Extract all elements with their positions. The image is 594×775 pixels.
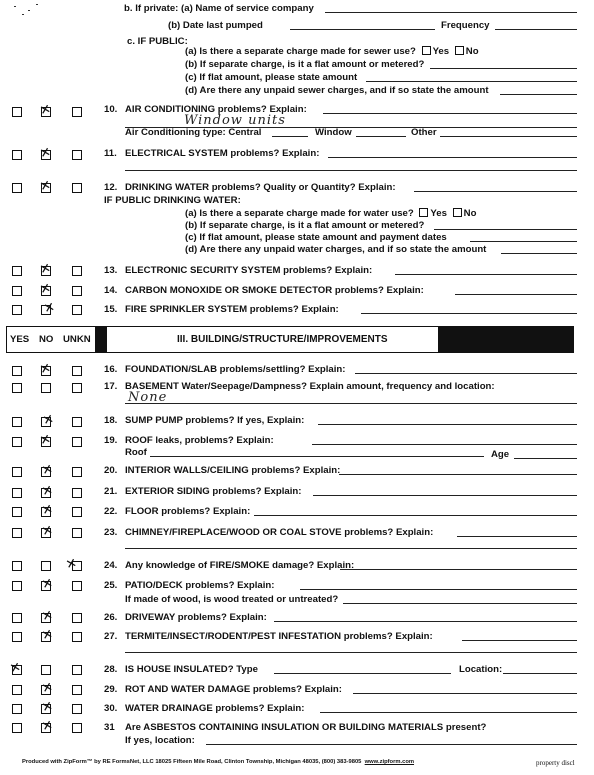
header-black-bar (439, 326, 574, 353)
item24-number: 24. (104, 560, 118, 571)
item25-yes-checkbox[interactable] (12, 581, 22, 591)
item20-text: INTERIOR WALLS/CEILING problems? Explain: (125, 465, 341, 476)
water-a: (a) Is there a separate charge made for water use? Yes No (185, 208, 477, 219)
item10-handwritten: Window units (184, 113, 286, 128)
item29-number: 29. (104, 684, 118, 695)
item29-yes-checkbox[interactable] (12, 685, 22, 695)
item17-line[interactable] (125, 403, 577, 404)
item19-number: 19. (104, 435, 118, 446)
item20-unkn-checkbox[interactable] (72, 467, 82, 477)
sewer-d: (d) Are there any unpaid sewer charges, and if so state the amount (185, 85, 489, 96)
item20-line[interactable] (339, 474, 577, 475)
item18-number: 18. (104, 415, 118, 426)
item22-text: FLOOR problems? Explain: (125, 506, 251, 517)
item13-yes-checkbox[interactable] (12, 266, 22, 276)
check-mark: ✕ (40, 461, 55, 480)
item19-line[interactable] (312, 444, 577, 445)
check-mark: ✕ (38, 360, 53, 379)
age-label: Age (491, 449, 510, 460)
item21-text: EXTERIOR SIDING problems? Explain: (125, 486, 302, 497)
item12-unkn-checkbox[interactable] (72, 183, 82, 193)
item11-number: 11. (104, 148, 117, 159)
scan-speck (36, 4, 38, 5)
check-mark: ✕ (40, 575, 55, 594)
item18-yes-checkbox[interactable] (12, 417, 22, 427)
item11-text: ELECTRICAL SYSTEM problems? Explain: (125, 148, 320, 159)
roof-label: Roof (125, 447, 147, 458)
item14-unkn-checkbox[interactable] (72, 286, 82, 296)
asbestos-sub: If yes, location: (125, 735, 195, 746)
section-title: III. BUILDING/STRUCTURE/IMPROVEMENTS (177, 334, 388, 345)
item20-yes-checkbox[interactable] (12, 467, 22, 477)
item13-text: ELECTRONIC SECURITY SYSTEM problems? Explain: (125, 265, 373, 276)
item28-type-line[interactable] (274, 673, 451, 674)
footer-url[interactable]: www.zipform.com (364, 759, 415, 765)
check-mark: ✕ (40, 607, 55, 626)
item20-number: 20. (104, 465, 118, 476)
item10-yes-checkbox[interactable] (12, 107, 22, 117)
item22-unkn-checkbox[interactable] (72, 507, 82, 517)
check-mark: ✕ (38, 144, 53, 163)
sewer-d-line[interactable] (500, 94, 577, 95)
item15-line[interactable] (361, 313, 577, 314)
item25-unkn-checkbox[interactable] (72, 581, 82, 591)
item23-text: CHIMNEY/FIREPLACE/WOOD OR COAL STOVE problems? Explain: (125, 527, 434, 538)
item16-yes-checkbox[interactable] (12, 366, 22, 376)
item31-yes-checkbox[interactable] (12, 723, 22, 733)
check-mark: ✕ (40, 679, 55, 698)
item12-number: 12. (104, 182, 118, 193)
water-no-checkbox[interactable] (453, 208, 462, 217)
water-b: (b) If separate charge, is it a flat amount or metered? (185, 220, 425, 231)
item23-number: 23. (104, 527, 118, 538)
deck-sub-line[interactable] (343, 603, 577, 604)
item12-yes-checkbox[interactable] (12, 183, 22, 193)
item14-line[interactable] (455, 294, 577, 295)
item17-number: 17. (104, 381, 118, 392)
item25-text: PATIO/DECK problems? Explain: (125, 580, 275, 591)
item31-number: 31 (104, 722, 115, 733)
check-mark: ✕ (38, 260, 53, 279)
insulated-location: Location: (459, 664, 503, 675)
sewer-c: (c) If flat amount, please state amount (185, 72, 358, 83)
frequency-line[interactable] (495, 29, 577, 30)
footer-produced: Produced with ZipForm™ by RE FormsNet, LLC 18025 Fifteen Mile Road, Clinton Township, Michigan 48035, (800) 383-9805 www.zipform.com (22, 759, 415, 765)
item15-unkn-checkbox[interactable] (72, 305, 82, 315)
ac-other-label: Other (411, 127, 437, 138)
item27-line[interactable] (462, 640, 577, 641)
header-divider (96, 326, 106, 353)
item19-text: ROOF leaks, problems? Explain: (125, 435, 274, 446)
sewer-a: (a) Is there a separate charge made for sewer use? Yes No (185, 46, 479, 57)
item29-line[interactable] (353, 693, 577, 694)
item28-unkn-checkbox[interactable] (72, 665, 82, 675)
item17-text: BASEMENT Water/Seepage/Dampness? Explain amount, frequency and location: (125, 381, 495, 392)
item28-number: 28. (104, 664, 118, 675)
water-d: (d) Are there any unpaid water charges, and if so state the amount (185, 244, 487, 255)
check-mark: ✕ (42, 299, 57, 318)
item18-text: SUMP PUMP problems? If yes, Explain: (125, 415, 305, 426)
item23-yes-checkbox[interactable] (12, 528, 22, 538)
item27-unkn-checkbox[interactable] (72, 632, 82, 642)
item26-unkn-checkbox[interactable] (72, 613, 82, 623)
item11-unkn-checkbox[interactable] (72, 150, 82, 160)
footer-property: property discl (536, 759, 575, 767)
header-yes: YES (10, 334, 30, 345)
check-mark: ✕ (40, 698, 55, 717)
item13-number: 13. (104, 265, 118, 276)
item27-text: TERMITE/INSECT/RODENT/PEST INFESTATION problems? Explain: (125, 631, 433, 642)
ac-window-label: Window (315, 127, 352, 138)
item24-yes-checkbox[interactable] (12, 561, 22, 571)
check-mark: ✕ (8, 659, 23, 678)
ac-central-line[interactable] (272, 136, 308, 137)
header-title-box (106, 326, 439, 353)
item19-unkn-checkbox[interactable] (72, 437, 82, 447)
item29-unkn-checkbox[interactable] (72, 685, 82, 695)
item26-yes-checkbox[interactable] (12, 613, 22, 623)
item23-line2[interactable] (125, 548, 577, 549)
item27-line2[interactable] (125, 652, 577, 653)
private-line[interactable] (325, 12, 577, 13)
item21-yes-checkbox[interactable] (12, 488, 22, 498)
item31-text: Are ASBESTOS CONTAINING INSULATION OR BUILDING MATERIALS present? (125, 722, 487, 733)
item10-number: 10. (104, 104, 118, 115)
item16-number: 16. (104, 364, 118, 375)
check-mark: ✕ (38, 101, 53, 120)
sewer-b-line[interactable] (430, 68, 577, 69)
age-line[interactable] (514, 458, 577, 459)
header-columns (6, 326, 96, 353)
ac-other-line[interactable] (440, 136, 577, 137)
item26-number: 26. (104, 612, 118, 623)
item16-unkn-checkbox[interactable] (72, 366, 82, 376)
item31-line[interactable] (206, 744, 577, 745)
check-mark: ✕ (40, 626, 55, 645)
item16-line[interactable] (355, 373, 577, 374)
ac-type-label: Air Conditioning type: Central (125, 127, 262, 138)
public-label: c. IF PUBLIC: (127, 36, 188, 47)
water-public-label: IF PUBLIC DRINKING WATER: (104, 195, 241, 206)
item28-no-checkbox[interactable] (41, 665, 51, 675)
item24-text: Any knowledge of FIRE/SMOKE damage? Explain: (125, 560, 355, 571)
item30-number: 30. (104, 703, 118, 714)
item21-unkn-checkbox[interactable] (72, 488, 82, 498)
check-mark: ✕ (38, 431, 53, 450)
item25-number: 25. (104, 580, 118, 591)
item14-text: CARBON MONOXIDE OR SMOKE DETECTOR problems? Explain: (125, 285, 424, 296)
item19-yes-checkbox[interactable] (12, 437, 22, 447)
check-mark: ✕ (64, 555, 79, 574)
scan-speck (14, 6, 16, 7)
check-mark: ✕ (38, 177, 53, 196)
item10-line[interactable] (323, 113, 577, 114)
item11-line[interactable] (328, 157, 577, 158)
item30-unkn-checkbox[interactable] (72, 704, 82, 714)
item22-yes-checkbox[interactable] (12, 507, 22, 517)
sewer-c-line[interactable] (366, 81, 577, 82)
water-d-line[interactable] (501, 253, 577, 254)
sewer-no-checkbox[interactable] (455, 46, 464, 55)
item12-line[interactable] (414, 191, 577, 192)
pumped-label: (b) Date last pumped (168, 20, 263, 31)
check-mark: ✕ (40, 482, 55, 501)
item30-yes-checkbox[interactable] (12, 704, 22, 714)
sewer-yes-checkbox[interactable] (422, 46, 431, 55)
item26-text: DRIVEWAY problems? Explain: (125, 612, 267, 623)
item30-line[interactable] (320, 712, 577, 713)
item10-text: AIR CONDITIONING problems? Explain: (125, 104, 307, 115)
ac-window-line[interactable] (356, 136, 406, 137)
item17-yes-checkbox[interactable] (12, 383, 22, 393)
item28-text: IS HOUSE INSULATED? Type (125, 664, 258, 675)
item22-number: 22. (104, 506, 118, 517)
water-c: (c) If flat amount, please state amount and payment dates (185, 232, 447, 243)
item18-line[interactable] (318, 424, 577, 425)
item25-line[interactable] (300, 589, 577, 590)
check-mark: ✕ (38, 280, 53, 299)
frequency-label: Frequency (441, 20, 490, 31)
item27-number: 27. (104, 631, 118, 642)
item18-unkn-checkbox[interactable] (72, 417, 82, 427)
item22-line[interactable] (254, 515, 577, 516)
item24-line[interactable] (340, 569, 577, 570)
water-c-line[interactable] (470, 241, 577, 242)
pumped-line[interactable] (290, 29, 435, 30)
item17-unkn-checkbox[interactable] (72, 383, 82, 393)
header-no: NO (39, 334, 54, 345)
sewer-b: (b) If separate charge, is it a flat amount or metered? (185, 59, 425, 70)
item24-no-checkbox[interactable] (41, 561, 51, 571)
header-unkn: UNKN (63, 334, 91, 345)
water-yes-checkbox[interactable] (419, 208, 428, 217)
item17-no-checkbox[interactable] (41, 383, 51, 393)
item13-unkn-checkbox[interactable] (72, 266, 82, 276)
item23-line[interactable] (457, 536, 577, 537)
check-mark: ✕ (40, 717, 55, 736)
item14-yes-checkbox[interactable] (12, 286, 22, 296)
item11-line2[interactable] (125, 170, 577, 171)
item26-line[interactable] (274, 621, 577, 622)
item28-location-line[interactable] (503, 673, 577, 674)
check-mark: ✕ (41, 411, 56, 430)
item15-number: 15. (104, 304, 118, 315)
item31-unkn-checkbox[interactable] (72, 723, 82, 733)
check-mark: ✕ (40, 501, 55, 520)
item21-number: 21. (104, 486, 118, 497)
item16-text: FOUNDATION/SLAB problems/settling? Explain: (125, 364, 346, 375)
scan-speck (28, 10, 30, 11)
item13-line[interactable] (395, 274, 577, 275)
check-mark: ✕ (40, 522, 55, 541)
item30-text: WATER DRAINAGE problems? Explain: (125, 703, 305, 714)
section-header (6, 326, 574, 353)
item21-line[interactable] (313, 495, 577, 496)
item15-text: FIRE SPRINKLER SYSTEM problems? Explain: (125, 304, 339, 315)
item17-handwritten: None (128, 390, 168, 405)
item11-yes-checkbox[interactable] (12, 150, 22, 160)
deck-sub: If made of wood, is wood treated or untreated? (125, 594, 339, 605)
item15-yes-checkbox[interactable] (12, 305, 22, 315)
item12-text: DRINKING WATER problems? Quality or Quantity? Explain: (125, 182, 396, 193)
roof-line[interactable] (150, 456, 484, 457)
private-label: b. If private: (a) Name of service company (124, 3, 314, 14)
item14-number: 14. (104, 285, 118, 296)
item27-yes-checkbox[interactable] (12, 632, 22, 642)
item29-text: ROT AND WATER DAMAGE problems? Explain: (125, 684, 342, 695)
item10-unkn-checkbox[interactable] (72, 107, 82, 117)
water-b-line[interactable] (434, 229, 577, 230)
item23-unkn-checkbox[interactable] (72, 528, 82, 538)
scan-speck (22, 14, 24, 15)
